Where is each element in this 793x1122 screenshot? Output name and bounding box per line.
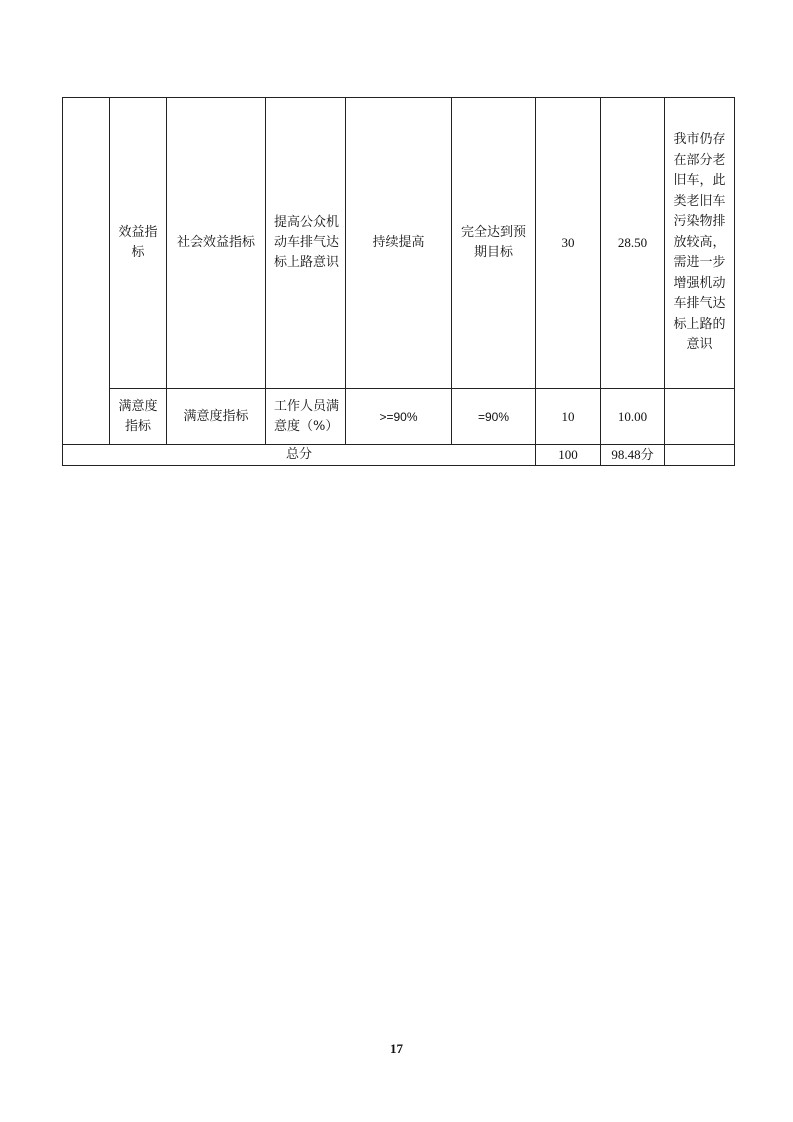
remark-cell: 我市仍存在部分老旧车，此类老旧车污染物排放较高，需进一步增强机动车排气达标上路的意识	[665, 98, 735, 389]
performance-table	[62, 97, 735, 466]
score-cell: 10.00	[601, 389, 665, 445]
total-score-cell: 98.48分	[601, 445, 665, 466]
table-row	[63, 98, 735, 389]
level1-indicator-cell: 效益指标	[110, 98, 167, 389]
annual-target-cell: >=90%	[346, 389, 452, 445]
level2-indicator-cell: 社会效益指标	[167, 98, 266, 389]
table-row	[63, 389, 735, 445]
blank-merged-cell	[63, 98, 110, 445]
score-cell: 28.50	[601, 98, 665, 389]
annual-target-cell: 持续提高	[346, 98, 452, 389]
weight-cell: 10	[536, 389, 601, 445]
page-number: 17	[390, 1041, 403, 1056]
indicator-cell: 提高公众机动车排气达标上路意识	[266, 98, 346, 389]
total-row	[63, 445, 735, 466]
actual-value-cell: 完全达到预期目标	[452, 98, 536, 389]
total-label-cell: 总分	[63, 445, 536, 466]
level1-indicator-cell: 满意度指标	[110, 389, 167, 445]
total-weight-cell: 100	[536, 445, 601, 466]
total-remark-cell	[665, 445, 735, 466]
indicator-cell: 工作人员满意度（%）	[266, 389, 346, 445]
remark-cell	[665, 389, 735, 445]
actual-value-cell: =90%	[452, 389, 536, 445]
weight-cell: 30	[536, 98, 601, 389]
level2-indicator-cell: 满意度指标	[167, 389, 266, 445]
